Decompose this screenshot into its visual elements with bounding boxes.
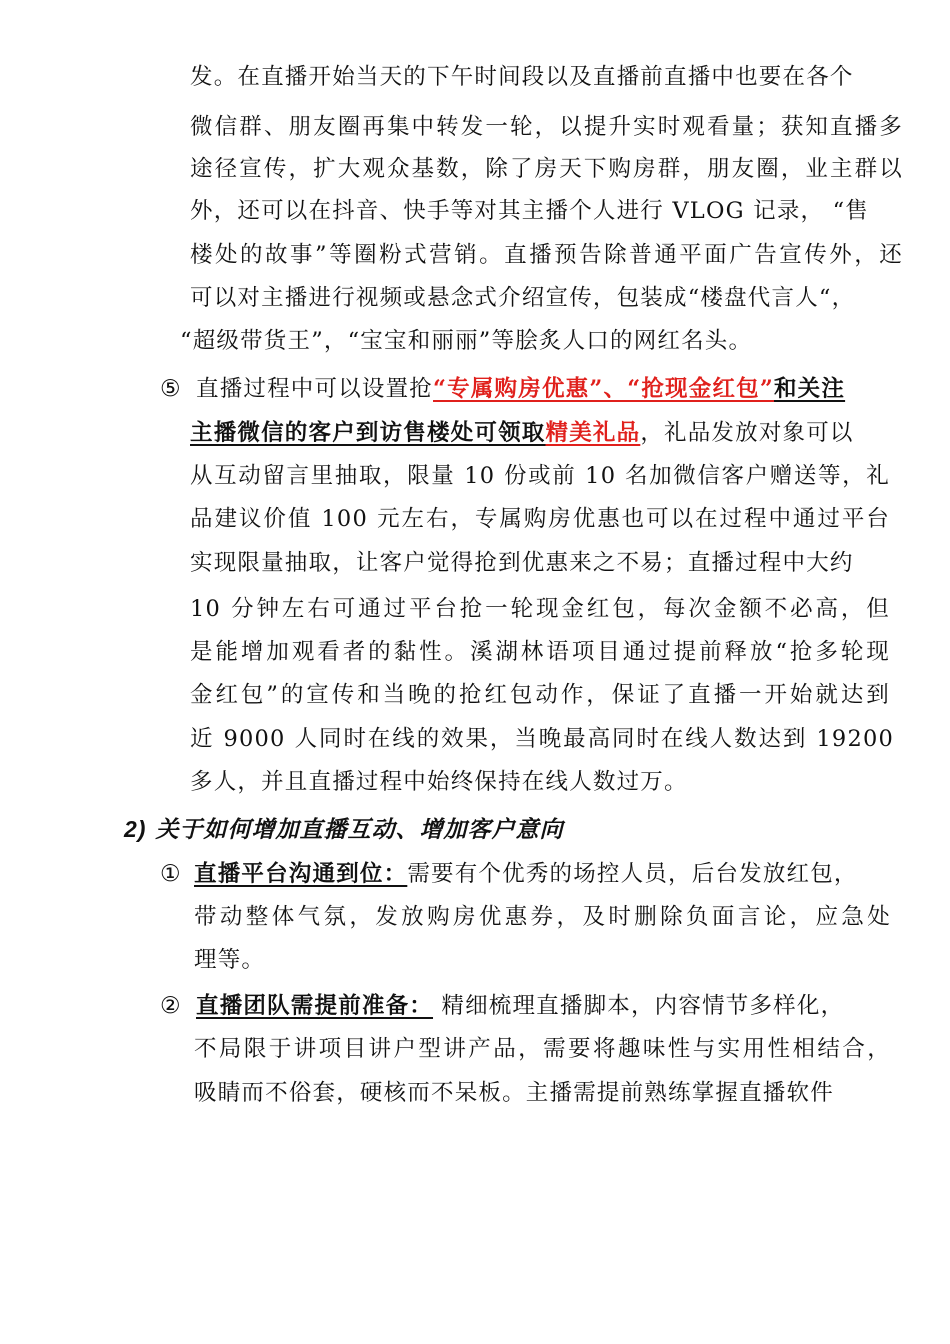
list-item-1-line-1 (194, 859, 858, 889)
list-item-5-text: ，礼品发放对象可以 (640, 420, 854, 446)
paragraph-line: 发。在直播开始当天的下午时间段以及直播前直播中也要在各个 (190, 64, 854, 90)
section-number: 2) (124, 816, 147, 842)
paragraph-line: 近 9000 人同时在线的效果，当晚最高同时在线人数达到 19200 (190, 726, 894, 752)
highlight-visit: 主播微信的客户到访售楼处可领取 (190, 420, 546, 446)
highlight-gift: 精美礼品 (545, 420, 641, 446)
paragraph-line: 是能增加观看者的黏性。溪湖林语项目通过提前释放“抢多轮现 (190, 639, 890, 665)
section-heading (124, 814, 563, 845)
paragraph-line: 楼处的故事”等圈粉式营销。直播预告除普通平面广告宣传外，还 (190, 242, 903, 268)
paragraph-line: 可以对主播进行视频或悬念式介绍宣传，包装成“楼盘代言人“， (190, 285, 856, 311)
list-item-5-line-1 (196, 374, 845, 404)
paragraph-line: 途径宣传，扩大观众基数，除了房天下购房群，朋友圈，业主群以 (190, 156, 903, 182)
highlight-offers: “专属购房优惠”、“抢现金红包” (433, 376, 774, 402)
paragraph-line: 微信群、朋友圈再集中转发一轮，以提升实时观看量；获知直播多 (190, 114, 903, 140)
list-marker-5: ⑤ (160, 376, 181, 402)
highlight-follow: 和关注 (773, 376, 846, 402)
list-item-5-text: 直播过程中可以设置抢 (196, 376, 434, 402)
paragraph-line: 带动整体气氛，发放购房优惠券，及时删除负面言论，应急处 (194, 904, 891, 930)
item-label: 直播团队需提前准备： (196, 993, 434, 1019)
list-item-2-text: 精细梳理直播脚本，内容情节多样化， (433, 993, 845, 1019)
paragraph-line: 吸睛而不俗套，硬核而不呆板。主播需提前熟练掌握直播软件 (194, 1080, 834, 1106)
item-label: 直播平台沟通到位： (194, 861, 408, 887)
list-item-1-text: 需要有个优秀的场控人员，后台发放红包， (407, 861, 858, 887)
paragraph-line: 10 分钟左右可通过平台抢一轮现金红包，每次金额不必高，但 (190, 596, 890, 622)
paragraph-line: 多人，并且直播过程中始终保持在线人数过万。 (190, 769, 688, 795)
list-item-2-line-1 (196, 991, 844, 1021)
list-marker-1: ① (160, 861, 181, 887)
paragraph-line: 不局限于讲项目讲户型讲产品，需要将趣味性与实用性相结合， (194, 1036, 891, 1062)
paragraph-line: 金红包”的宣传和当晚的抢红包动作，保证了直播一开始就达到 (190, 682, 890, 708)
list-marker-2: ② (160, 993, 181, 1019)
paragraph-line: 理等。 (194, 947, 266, 973)
paragraph-line: 实现限量抽取，让客户觉得抢到优惠来之不易；直播过程中大约 (190, 550, 854, 576)
paragraph-line: 外，还可以在抖音、快手等对其主播个人进行 VLOG 记录， “售 (190, 198, 869, 224)
paragraph-line: “超级带货王”，“宝宝和丽丽”等脍炙人口的网红名头。 (180, 328, 753, 354)
section-title: 关于如何增加直播互动、增加客户意向 (155, 816, 564, 843)
paragraph-line: 从互动留言里抽取，限量 10 份或前 10 名加微信客户赠送等，礼 (190, 463, 890, 489)
list-item-5-line-2 (190, 418, 854, 448)
paragraph-line: 品建议价值 100 元左右，专属购房优惠也可以在过程中通过平台 (190, 506, 890, 532)
